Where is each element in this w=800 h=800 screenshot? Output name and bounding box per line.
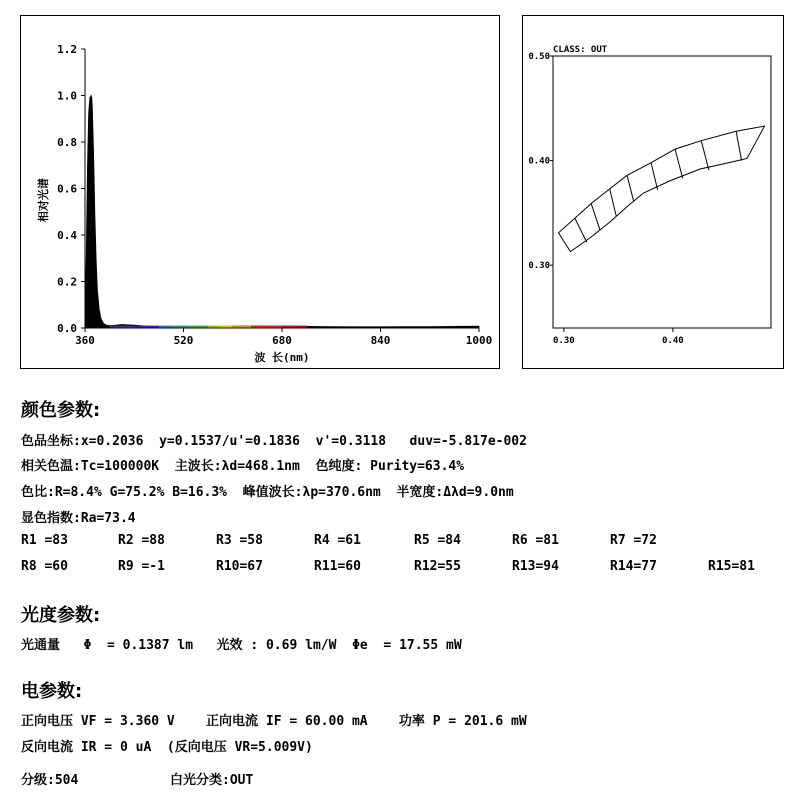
x-tick-label: 680 [272,334,292,347]
color-temperature-line: 相关色温:Tc=100000K 主波长:λd=468.1nm 色纯度: Purity=63.4% [21,459,465,474]
bin-divider [651,163,658,190]
spectrum-area [85,96,479,329]
cri-value: R11=60 [314,559,361,574]
photometric-params-heading: 光度参数: [21,605,101,626]
color-params-heading: 颜色参数: [21,400,101,421]
x-tick-label: 360 [75,334,95,347]
bin-divider [627,175,634,201]
cri-value: R5 =84 [414,533,461,548]
x-tick-label: 840 [370,334,391,347]
bin-divider [610,189,617,216]
cri-value: R15=81 [708,559,755,574]
chromaticity-chart [523,16,783,368]
y-axis-label: 相对光谱 [37,178,50,223]
bin-divider [675,149,683,178]
cie-chart-title: CLASS: OUT [553,45,608,55]
cri-value: R12=55 [414,559,461,574]
y-tick-label: 0.6 [57,182,77,196]
y-tick-label: 0.2 [57,275,77,289]
electrical-params-heading: 电参数: [21,681,83,702]
reverse-params-line: 反向电流 IR = 0 uA (反向电压 VR=5.009V) [21,740,313,755]
white-class-label: 白光分类:OUT [170,773,254,788]
cri-value: R6 =81 [512,533,559,548]
y-tick-label: 1.2 [57,43,77,56]
bin-label: 分级:504 [21,773,79,788]
cri-value: R3 =58 [216,533,263,548]
spectrum-chart [21,16,499,368]
cri-value: R1 =83 [21,533,68,548]
y-tick-label: 0.50 [528,52,550,62]
white-light-bin-boundary [559,126,765,252]
cri-value: R10=67 [216,559,263,574]
x-tick-label: 0.30 [553,336,575,346]
x-tick-label: 1000 [465,334,493,347]
cri-value: R8 =60 [21,559,68,574]
cri-value: R14=77 [610,559,657,574]
bin-divider [591,204,600,230]
cri-value: R4 =61 [314,533,361,548]
x-tick-label: 520 [173,334,194,347]
y-tick-label: 0.8 [57,136,77,149]
color-ratio-line: 色比:R=8.4% G=75.2% B=16.3% 峰值波长:λp=370.6nm 半宽度:Δλd=9.0nm [21,485,514,500]
x-axis-label: 波 长(nm) [254,351,310,364]
chromaticity-chart-panel [522,15,784,369]
x-tick-label: 0.40 [662,336,684,346]
y-tick-label: 0.40 [528,156,550,167]
y-tick-label: 0.4 [57,229,77,242]
y-tick-label: 1.0 [57,89,77,103]
y-tick-label: 0.30 [528,261,550,272]
bin-divider [575,218,587,242]
cie-plot-frame [553,56,771,328]
bin-divider [701,141,709,170]
cri-value: R7 =72 [610,533,657,548]
cri-value: R13=94 [512,559,559,574]
spectrum-chart-panel [20,15,500,369]
color-rendering-index: 显色指数:Ra=73.4 [21,511,136,526]
y-tick-label: 0.0 [57,322,77,335]
bin-divider [736,131,741,160]
cri-value: R2 =88 [118,533,165,548]
forward-params-line: 正向电压 VF = 3.360 V 正向电流 IF = 60.00 mA 功率 P = 201.6 mW [21,714,527,729]
chromaticity-coords: 色品坐标:x=0.2036 y=0.1537/u'=0.1836 v'=0.3118 duv=-5.817e-002 [21,434,527,449]
luminous-flux-line: 光通量 Φ = 0.1387 lm 光效 : 0.69 lm/W Φe = 17.55 mW [21,638,462,653]
cri-value: R9 =-1 [118,559,165,574]
